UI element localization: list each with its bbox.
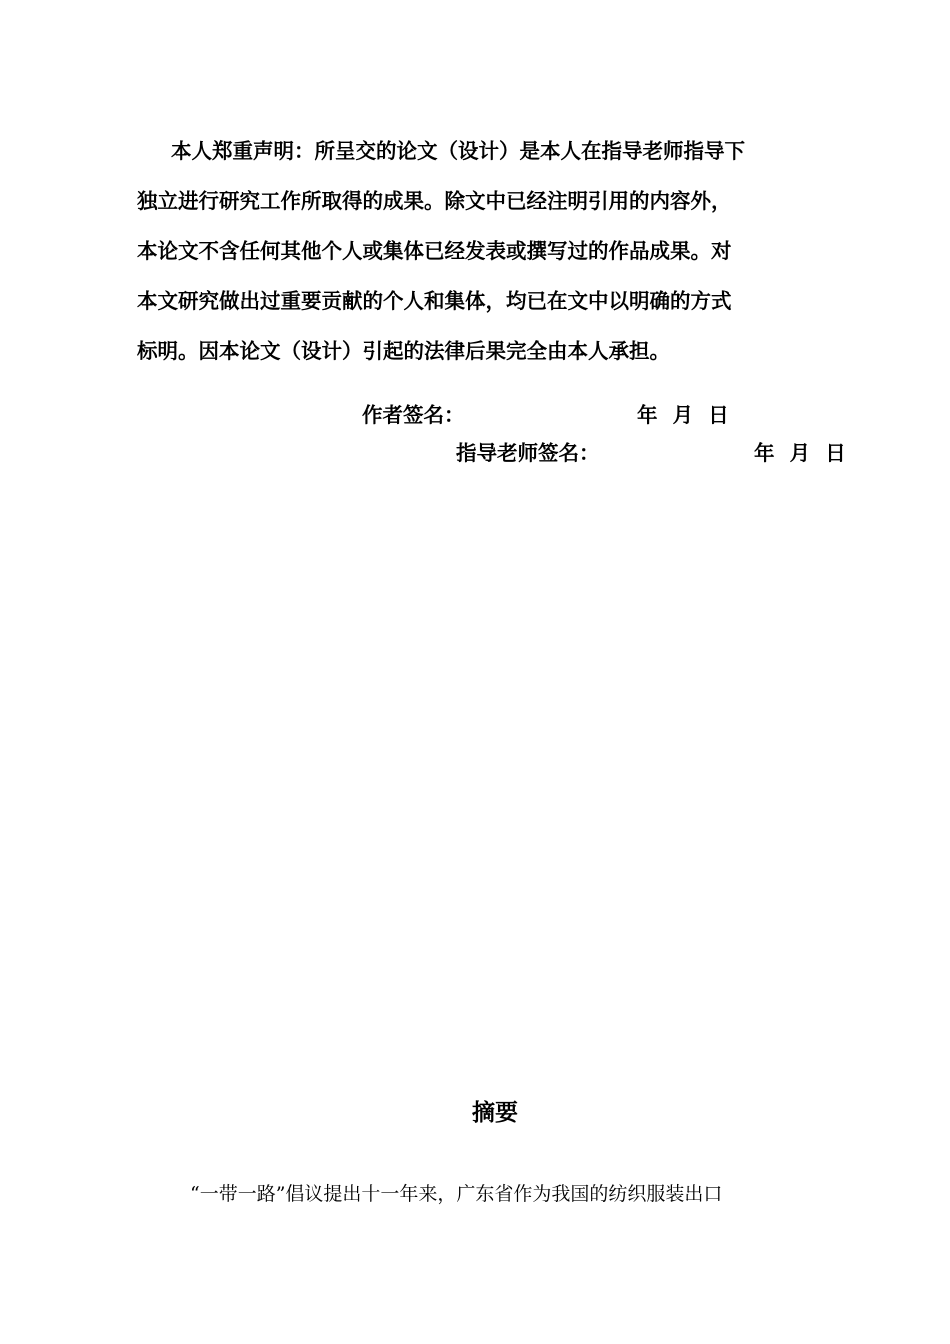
declaration-line: 独立进行研究工作所取得的成果。除文中已经注明引用的内容外， (137, 189, 732, 213)
declaration-line: 标明。因本论文（设计）引起的法律后果完全由本人承担。 (137, 339, 670, 363)
declaration-line: 本人郑重声明：所呈交的论文（设计）是本人在指导老师指导下 (171, 139, 745, 163)
abstract-first-line: “一带一路”倡议提出十一年来，广东省作为我国的纺织服装出口 (190, 1183, 723, 1205)
declaration-line: 本文研究做出过重要贡献的个人和集体，均已在文中以明确的方式 (137, 289, 732, 313)
author-signature-date: 年 月 日 (637, 403, 729, 427)
author-signature-label: 作者签名： (362, 403, 465, 427)
declaration-line: 本论文不含任何其他个人或集体已经发表或撰写过的作品成果。对 (137, 239, 732, 263)
originality-declaration (137, 126, 847, 376)
advisor-signature-date: 年 月 日 (754, 441, 846, 465)
advisor-signature-label: 指导老师签名： (456, 441, 600, 465)
abstract-heading: 摘要 (472, 1100, 518, 1126)
